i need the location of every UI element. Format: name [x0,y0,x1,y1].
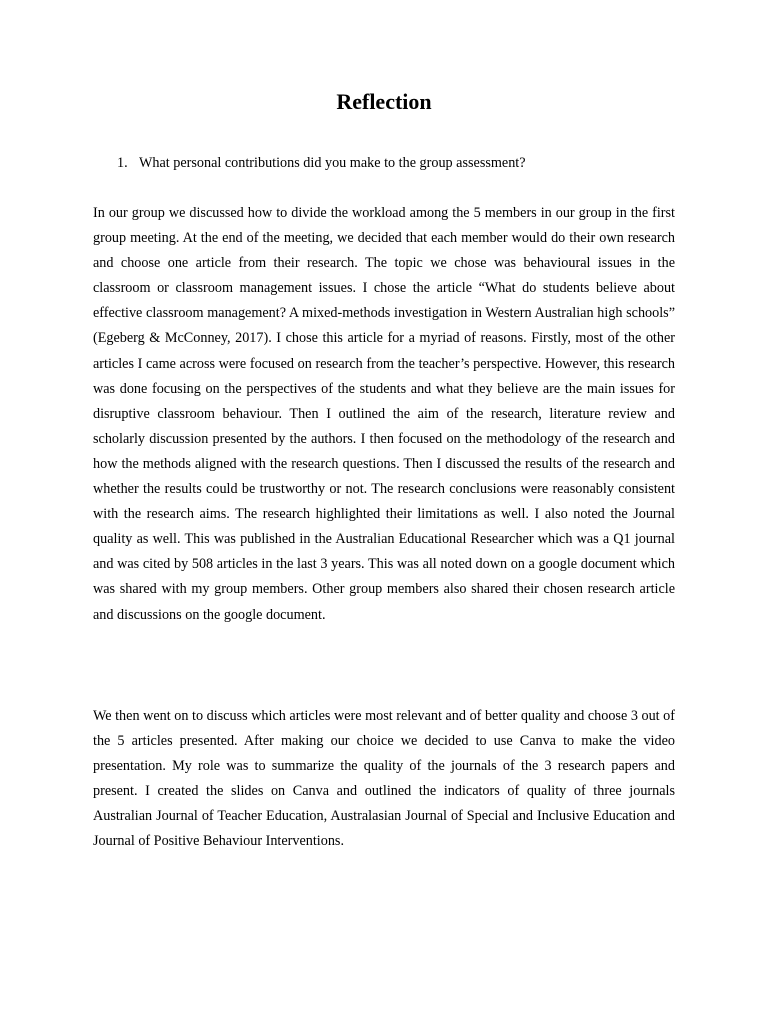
body-paragraph-1: In our group we discussed how to divide the workload among the 5 members in our group in the first group meeting. At the end of the meeting, we decided that each member would do their own research and choose one article from their research. The topic we chose was behavioural issues in the classroom or classroom management issues. I chose the article “What do students believe about effective classroom management? A mixed-methods investigation in Western Australian high schools” (Egeberg & McConney, 2017). I chose this article for a myriad of reasons. Firstly, most of the other articles I came across were focused on research from the teacher’s perspective. However, this research was done focusing on the perspectives of the students and what they believe are the main issues for disruptive classroom behaviour. Then I outlined the aim of the research, literature review and scholarly discussion presented by the authors. I then focused on the methodology of the research and how the methods aligned with the research questions. Then I discussed the results of the research and whether the results could be trustworthy or not. The research conclusions were reasonably consistent with the research aims. The research highlighted their limitations as well. I also noted the Journal quality as well. This was published in the Australian Educational Researcher which was a Q1 journal and was cited by 508 articles in the last 3 years. This was all noted down on a google document which was shared with my group members. Other group members also shared their chosen research article and discussions on the google document. [93,205,675,623]
question-item [117,151,717,175]
page-title: Reflection [336,89,432,114]
question-text: What personal contributions did you make to the group assessment? [139,155,526,171]
question-number: 1. [117,155,128,171]
body-paragraph-2: We then went on to discuss which articles were most relevant and of better quality and choose 3 out of the 5 articles presented. After making our choice we decided to use Canva to make the video presentation. My role was to summarize the quality of the journals of the 3 research papers and present. I created the slides on Canva and outlined the indicators of quality of three journals Australian Journal of Teacher Education, Australasian Journal of Special and Inclusive Education and Journal of Positive Behaviour Interventions. [93,708,675,850]
